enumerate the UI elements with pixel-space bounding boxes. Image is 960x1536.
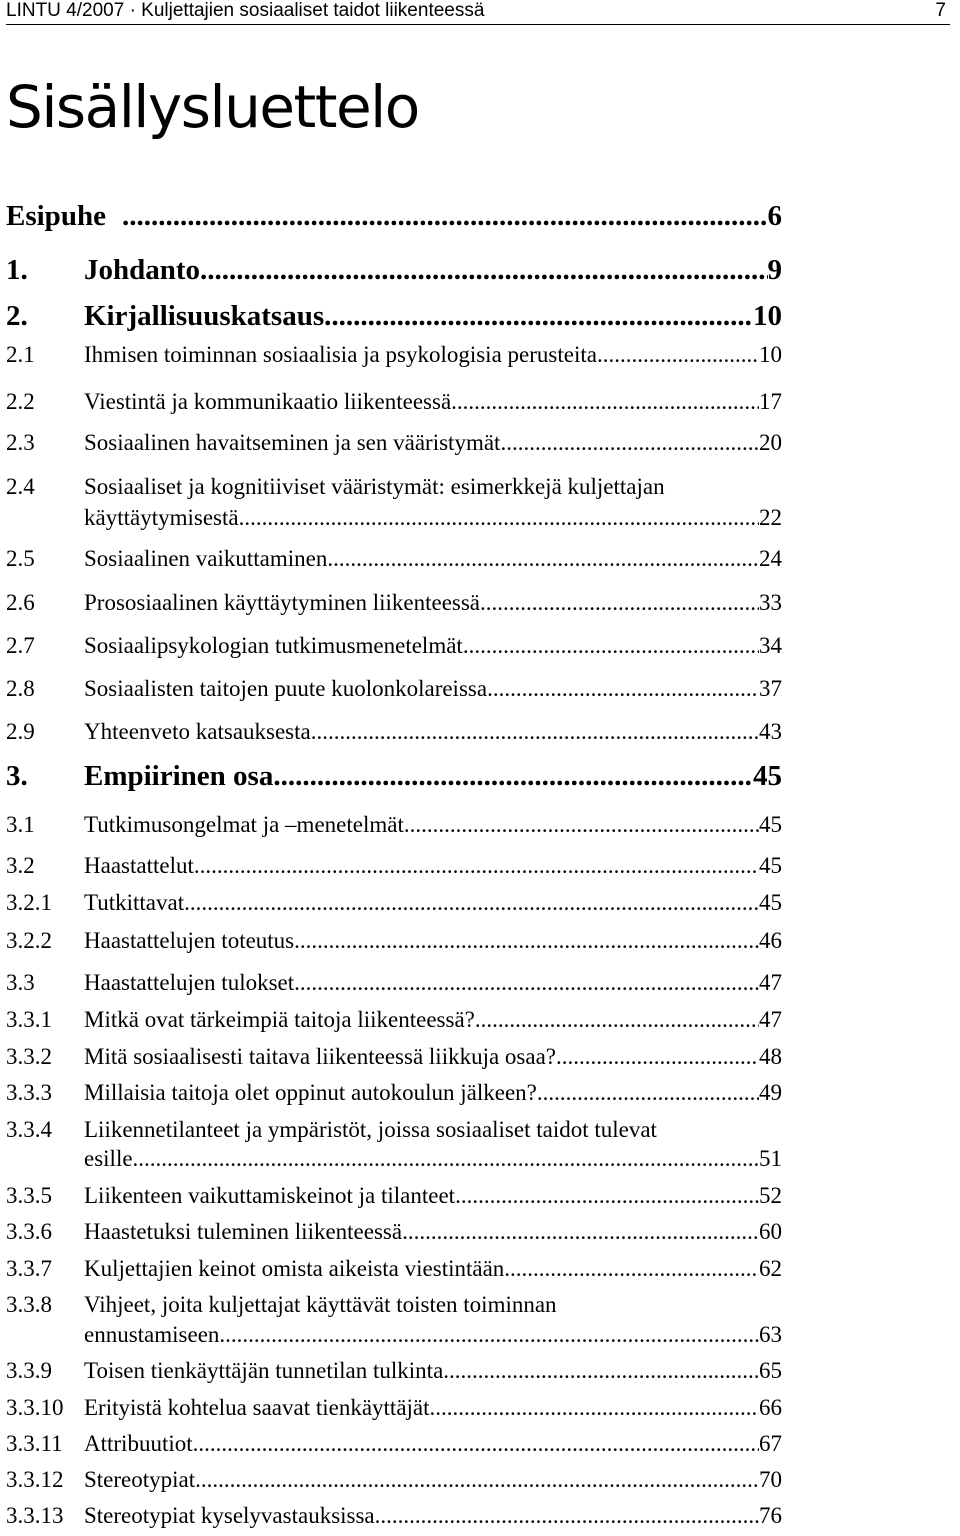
toc-page-number: 47 bbox=[759, 970, 782, 995]
toc-number: 2. bbox=[6, 300, 28, 332]
toc-number: 3.3.13 bbox=[6, 1503, 64, 1528]
toc-leader-dots bbox=[597, 342, 759, 368]
toc-title: Mitä sosiaalisesti taitava liikenteessä liikkuja osaa? bbox=[84, 1044, 557, 1069]
toc-page-number: 65 bbox=[759, 1358, 782, 1383]
toc-number: 3.3.3 bbox=[6, 1080, 52, 1105]
toc-title: Viestintä ja kommunikaatio liikenteessä bbox=[84, 389, 452, 414]
toc-title-line: Liikennetilanteet ja ympäristöt, joissa sosiaaliset taidot tulevat bbox=[84, 1117, 657, 1142]
toc-leader-dots bbox=[443, 1358, 759, 1384]
toc-number: 2.9 bbox=[6, 719, 35, 744]
toc-title: Johdanto bbox=[84, 254, 201, 286]
toc-leader-dots bbox=[194, 853, 759, 879]
page-number: 7 bbox=[935, 0, 946, 21]
toc-leader-dots bbox=[327, 546, 759, 572]
toc-number: 3.3 bbox=[6, 970, 35, 995]
toc-leader-dots bbox=[404, 812, 759, 838]
toc-number: 3.3.2 bbox=[6, 1044, 52, 1069]
toc-page-number: 43 bbox=[759, 719, 782, 744]
toc-title-line: Vihjeet, joita kuljettajat käyttävät toisten toiminnan bbox=[84, 1292, 557, 1317]
toc-page-number: 20 bbox=[759, 430, 782, 455]
toc-number: 3.2.1 bbox=[6, 890, 52, 915]
toc-leader-dots bbox=[500, 430, 759, 456]
toc-leader-dots bbox=[239, 505, 759, 531]
toc-title: Attribuutiot bbox=[84, 1431, 193, 1456]
toc-page-number: 10 bbox=[753, 300, 782, 332]
toc-number: 3.2.2 bbox=[6, 928, 52, 953]
toc-leader-dots bbox=[487, 676, 759, 702]
toc-number: 3.1 bbox=[6, 812, 35, 837]
toc-title: Erityistä kohtelua saavat tienkäyttäjät bbox=[84, 1395, 430, 1420]
toc-page-number: 24 bbox=[759, 546, 782, 571]
toc-number: 3.3.10 bbox=[6, 1395, 64, 1420]
toc-number: 2.3 bbox=[6, 430, 35, 455]
toc-page-number: 10 bbox=[759, 342, 782, 367]
toc-number: 3.3.7 bbox=[6, 1256, 52, 1281]
toc-title: Tutkimusongelmat ja –menetelmät bbox=[84, 812, 404, 837]
toc-number: 2.5 bbox=[6, 546, 35, 571]
toc-number: 2.7 bbox=[6, 633, 35, 658]
toc-leader-dots bbox=[475, 1007, 759, 1033]
toc-number: 3.3.5 bbox=[6, 1183, 52, 1208]
toc-title-line: Sosiaaliset ja kognitiiviset vääristymät: esimerkkejä kuljettajan bbox=[84, 474, 665, 499]
toc-page-number: 52 bbox=[759, 1183, 782, 1208]
toc-leader-dots bbox=[122, 200, 768, 233]
toc-title: Stereotypiat bbox=[84, 1467, 196, 1492]
toc-title: Haastattelujen toteutus bbox=[84, 928, 295, 953]
toc-page-number: 49 bbox=[759, 1080, 782, 1105]
toc-leader-dots bbox=[463, 633, 759, 659]
toc-number: 2.6 bbox=[6, 590, 35, 615]
toc-page-number: 37 bbox=[759, 676, 782, 701]
toc-page-number: 22 bbox=[759, 505, 782, 530]
toc-title: esille bbox=[84, 1146, 133, 1171]
toc-number: 3.2 bbox=[6, 853, 35, 878]
toc-title: Liikenteen vaikuttamiskeinot ja tilanteet bbox=[84, 1183, 456, 1208]
toc-number: 2.1 bbox=[6, 342, 35, 367]
toc-page-number: 48 bbox=[759, 1044, 782, 1069]
toc-leader-dots bbox=[195, 1467, 759, 1493]
toc-leader-dots bbox=[200, 254, 767, 287]
header-rule bbox=[6, 24, 950, 25]
toc-title: Sosiaalinen havaitseminen ja sen vääristymät bbox=[84, 430, 501, 455]
toc-page-number: 34 bbox=[759, 633, 782, 658]
toc-page-number: 9 bbox=[767, 254, 782, 286]
toc-number: 3.3.12 bbox=[6, 1467, 64, 1492]
toc-number: 3. bbox=[6, 760, 28, 792]
toc-title: Sosiaalipsykologian tutkimusmenetelmät bbox=[84, 633, 463, 658]
toc-leader-dots bbox=[480, 590, 759, 616]
toc-title: Ihmisen toiminnan sosiaalisia ja psykologisia perusteita bbox=[84, 342, 597, 367]
toc-page-number: 45 bbox=[753, 760, 782, 792]
toc-page-number: 63 bbox=[759, 1322, 782, 1347]
toc-title: Haastetuksi tuleminen liikenteessä bbox=[84, 1219, 403, 1244]
toc-title: Sosiaalinen vaikuttaminen bbox=[84, 546, 328, 571]
toc-title: Yhteenveto katsauksesta bbox=[84, 719, 311, 744]
toc-leader-dots bbox=[455, 1183, 759, 1209]
toc-leader-dots bbox=[375, 1503, 759, 1529]
toc-title: Haastattelujen tulokset bbox=[84, 970, 295, 995]
toc-leader-dots bbox=[133, 1146, 759, 1172]
toc-leader-dots bbox=[451, 389, 759, 415]
toc-number: Esipuhe bbox=[6, 200, 106, 232]
toc-title: Kirjallisuuskatsaus bbox=[84, 300, 325, 332]
toc-page-number: 45 bbox=[759, 812, 782, 837]
toc-leader-dots bbox=[402, 1219, 759, 1245]
toc-title: Millaisia taitoja olet oppinut autokoulun jälkeen? bbox=[84, 1080, 537, 1105]
toc-number: 1. bbox=[6, 254, 28, 286]
toc-leader-dots bbox=[324, 300, 753, 333]
toc-title: Sosiaalisten taitojen puute kuolonkolareissa bbox=[84, 676, 488, 701]
toc-title: Prososiaalinen käyttäytyminen liikenteessä bbox=[84, 590, 481, 615]
toc-page-number: 45 bbox=[759, 853, 782, 878]
toc-leader-dots bbox=[537, 1080, 759, 1106]
toc-leader-dots bbox=[294, 928, 759, 954]
toc-title: Empiirinen osa bbox=[84, 760, 274, 792]
page-title: Sisällysluettelo bbox=[6, 73, 419, 141]
toc-leader-dots bbox=[430, 1395, 759, 1421]
toc-page-number: 66 bbox=[759, 1395, 782, 1420]
toc-leader-dots bbox=[193, 1431, 759, 1457]
toc-page-number: 70 bbox=[759, 1467, 782, 1492]
toc-title: Mitkä ovat tärkeimpiä taitoja liikenteessä? bbox=[84, 1007, 475, 1032]
toc-title: Kuljettajien keinot omista aikeista viestintään bbox=[84, 1256, 505, 1281]
toc-page-number: 67 bbox=[759, 1431, 782, 1456]
toc-title: Stereotypiat kyselyvastauksissa bbox=[84, 1503, 375, 1528]
toc-leader-dots bbox=[219, 1322, 759, 1348]
toc-leader-dots bbox=[184, 890, 759, 916]
toc-number: 3.3.6 bbox=[6, 1219, 52, 1244]
toc-page-number: 51 bbox=[759, 1146, 782, 1171]
toc-page-number: 47 bbox=[759, 1007, 782, 1032]
toc-page-number: 17 bbox=[759, 389, 782, 414]
toc-page-number: 60 bbox=[759, 1219, 782, 1244]
running-title: LINTU 4/2007 · Kuljettajien sosiaaliset taidot liikenteessä bbox=[6, 0, 485, 21]
toc-number: 3.3.1 bbox=[6, 1007, 52, 1032]
toc-title: Toisen tienkäyttäjän tunnetilan tulkinta bbox=[84, 1358, 444, 1383]
running-header bbox=[6, 0, 950, 24]
toc-leader-dots bbox=[504, 1256, 759, 1282]
toc-number: 3.3.11 bbox=[6, 1431, 63, 1456]
toc-number: 2.4 bbox=[6, 474, 35, 499]
toc-page-number: 33 bbox=[759, 590, 782, 615]
toc-number: 3.3.4 bbox=[6, 1117, 52, 1142]
toc-page-number: 46 bbox=[759, 928, 782, 953]
toc-page-number: 45 bbox=[759, 890, 782, 915]
toc-leader-dots bbox=[273, 760, 753, 793]
toc-leader-dots bbox=[556, 1044, 759, 1070]
toc-number: 2.8 bbox=[6, 676, 35, 701]
toc-page-number: 62 bbox=[759, 1256, 782, 1281]
toc-number: 3.3.9 bbox=[6, 1358, 52, 1383]
toc-number: 2.2 bbox=[6, 389, 35, 414]
toc-title: Tutkittavat bbox=[84, 890, 185, 915]
toc-title: Haastattelut bbox=[84, 853, 194, 878]
toc-leader-dots bbox=[311, 719, 759, 745]
toc-title: käyttäytymisestä bbox=[84, 505, 239, 530]
toc-page-number: 76 bbox=[759, 1503, 782, 1528]
toc-leader-dots bbox=[294, 970, 759, 996]
toc-page-number: 6 bbox=[767, 200, 782, 232]
toc-title: ennustamiseen bbox=[84, 1322, 220, 1347]
toc-number: 3.3.8 bbox=[6, 1292, 52, 1317]
